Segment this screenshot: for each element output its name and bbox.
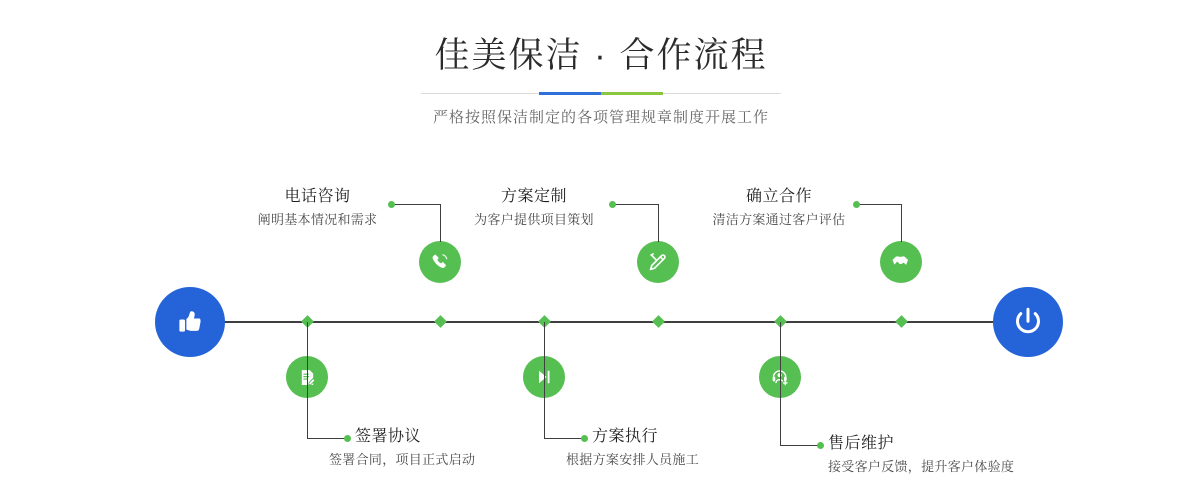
pencil-ruler-icon — [647, 251, 669, 273]
connector-v-step-4 — [544, 322, 545, 438]
connector-h-step-2 — [307, 438, 347, 439]
page-title: 佳美保洁 · 合作流程 — [434, 36, 768, 75]
connector-dot-step-5 — [853, 201, 860, 208]
label-step-6: 售后维护 接受客户反馈，提升客户体验度 — [828, 435, 1015, 474]
label-step-1: 电话咨询 阐明基本情况和需求 — [257, 188, 378, 227]
connector-h-step-5 — [859, 204, 902, 205]
label-step-3: 方案定制 为客户提供项目策划 — [474, 188, 594, 227]
connector-v-step-2 — [307, 322, 308, 438]
label-step-2: 签署协议 签署合同，项目正式启动 — [329, 428, 476, 467]
node-icon-step-1 — [419, 241, 461, 283]
label-step-4: 方案执行 根据方案安排人员施工 — [566, 428, 700, 467]
axis-marker-step-1 — [434, 315, 447, 328]
connector-v-step-1 — [440, 204, 441, 242]
connector-h-step-1 — [394, 204, 441, 205]
label-step-5: 确立合作 清洁方案通过客户评估 — [712, 188, 846, 227]
node-icon-step-5 — [880, 241, 922, 283]
timeline-start-badge — [155, 287, 225, 357]
divider-green-segment — [601, 92, 663, 95]
connector-v-step-3 — [658, 204, 659, 242]
timeline-end-badge — [993, 287, 1063, 357]
node-icon-step-3 — [637, 241, 679, 283]
title-divider — [421, 92, 781, 95]
connector-h-step-3 — [615, 204, 659, 205]
connector-h-step-4 — [544, 438, 584, 439]
thumbs-up-icon — [173, 305, 207, 339]
axis-marker-step-5 — [895, 315, 908, 328]
connector-dot-step-2 — [344, 435, 351, 442]
connector-dot-step-4 — [581, 435, 588, 442]
phone-call-icon — [429, 251, 451, 273]
header — [0, 34, 1202, 127]
power-icon — [1010, 304, 1046, 340]
divider-blue-segment — [539, 92, 601, 95]
connector-dot-step-3 — [609, 201, 616, 208]
axis-marker-step-3 — [652, 315, 665, 328]
page-subtitle: 严格按照保洁制定的各项管理规章制度开展工作 — [432, 109, 769, 126]
connector-dot-step-6 — [817, 442, 824, 449]
connector-dot-step-1 — [388, 201, 395, 208]
connector-v-step-5 — [901, 204, 902, 242]
connector-v-step-6 — [780, 322, 781, 445]
handshake-icon — [890, 251, 913, 274]
connector-h-step-6 — [780, 445, 820, 446]
